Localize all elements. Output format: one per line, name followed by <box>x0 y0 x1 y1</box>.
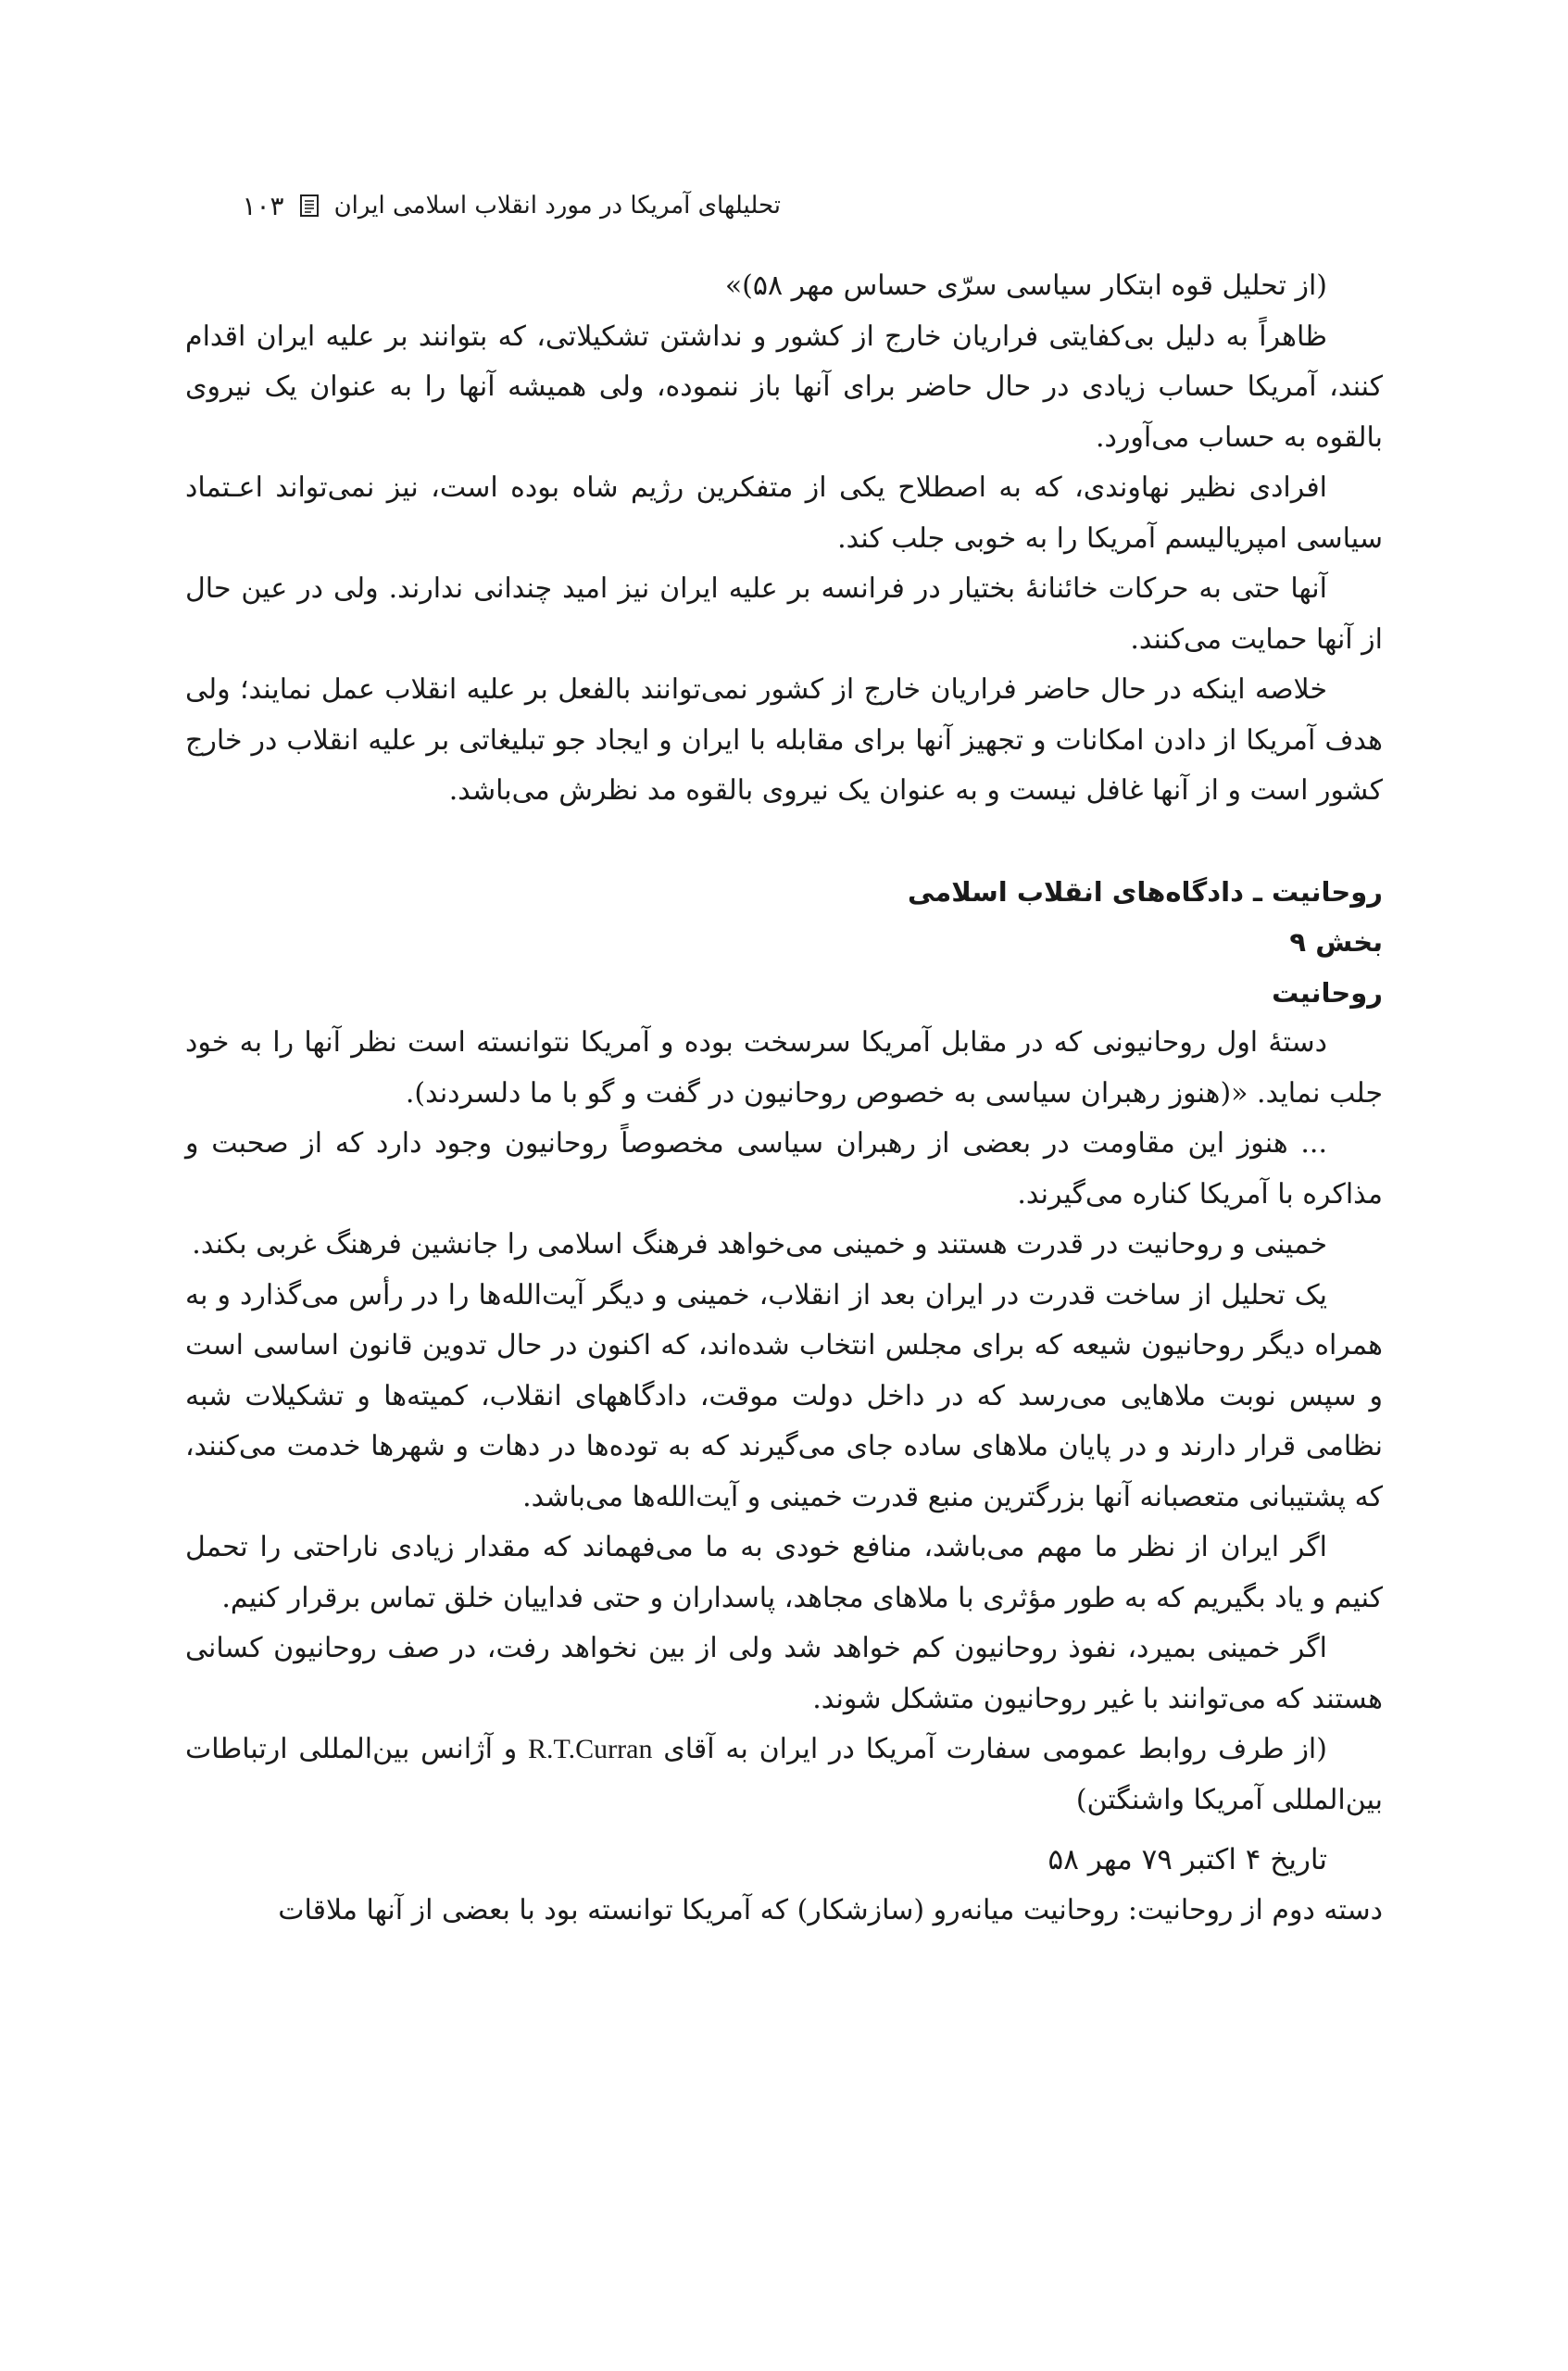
paragraph: افرادی نظیر نهاوندی، که به اصطلاح یکی از متفکرین رژیم شاه بوده است، نیز نمی‌تواند اعـتماد سیاسی امپریالیسم آمریکا را به خوبی جلب کند. <box>185 471 1383 555</box>
paragraph: آنها حتی به حرکات خائنانهٔ بختیار در فرانسه بر علیه ایران نیز امید چندانی ندارند. ولی در عین حال از آنها حمایت می‌کنند. <box>185 572 1383 656</box>
paragraph: ظاهراً به دلیل بی‌کفایتی فراریان خارج از کشور و نداشتن تشکیلاتی، که بتوانند بر علیه ایران اقدام کنند، آمریکا حساب زیادی در حال حاضر برای آنها باز ننموده، ولی همیشه آنها را به عنوان یک نیروی بالقوه به حساب می‌آورد. <box>185 320 1383 454</box>
paragraph: اگر خمینی بمیرد، نفوذ روحانیون کم خواهد شد ولی از بین نخواهد رفت، در صف روحانیون کسانی هستند که می‌توانند با غیر روحانیون متشکل شوند. <box>185 1632 1383 1715</box>
source-note-part: (از طرف روابط عمومی سفارت آمریکا در ایران به آقای <box>663 1733 1327 1765</box>
source-note <box>185 1725 1383 1825</box>
paragraph: خلاصه اینکه در حال حاضر فراریان خارج از کشور نمی‌توانند بالفعل بر علیه انقلاب عمل نمایند؛ ولی هدف آمریکا از دادن امکانات و تجهیز آنها برای مقابله با ایران و ایجاد جو تبلیغاتی بر علیه انقلاب در خارج کشور است و از آنها غافل نیست و به عنوان یک نیروی بالقوه مد نظرش می‌باشد. <box>185 673 1383 807</box>
section-heading: روحانیت ـ دادگاه‌های انقلاب اسلامی <box>907 875 1383 908</box>
page-document-icon <box>299 194 320 218</box>
source-note-part: و آژانس بین‌المللی ارتباطات بین‌المللی آمریکا واشنگتن) <box>185 1733 1383 1816</box>
running-header <box>222 185 781 226</box>
paragraph: دستهٔ اول روحانیونی که در مقابل آمریکا سرسخت بوده و آمریکا نتوانسته است نظر آنها را به خود جلب نماید. «(هنوز رهبران سیاسی به خصوص روحانیون در گفت و گو با ما دلسردند). <box>185 1026 1383 1110</box>
date-line: تاریخ ۴ اکتبر ۷۹ مهر ۵۸ <box>1047 1843 1327 1876</box>
source-note: (از تحلیل قوه ابتکار سیاسی سرّی حساس مهر ۵۸)» <box>724 270 1327 302</box>
body-text <box>185 261 1383 1936</box>
paragraph: یک تحلیل از ساخت قدرت در ایران بعد از انقلاب، خمینی و دیگر آیت‌الله‌ها را در رأس می‌گذارد و به همراه دیگر روحانیون شیعه که برای مجلس انتخاب شده‌اند، که اکنون در حال تدوین قانون اساسی است و سپس نوبت ملاهایی می‌رسد که در داخل دولت موقت، دادگاههای انقلاب، کمیته‌ها و تشکیلات شبه نظامی قرار دارند و در پایان ملاهای ساده جای می‌گیرند که به توده‌ها در دهات و شهرها خدمت می‌کنند، که پشتیبانی متعصبانه آنها بزرگترین منبع قدرت خمینی و آیت‌الله‌ها می‌باشد. <box>185 1278 1383 1513</box>
paragraph: دسته دوم از روحانیت: روحانیت میانه‌رو (سازشکار) که آمریکا توانسته بود با بعضی از آنها ملاقات <box>278 1893 1383 1926</box>
subsection-heading: روحانیت <box>1272 976 1383 1009</box>
running-title: تحلیلهای آمریکا در مورد انقلاب اسلامی ایران <box>333 192 781 220</box>
paragraph: خمینی و روحانیت در قدرت هستند و خمینی می‌خواهد فرهنگ اسلامی را جانشین فرهنگ غربی بکند. <box>192 1228 1327 1261</box>
page-number: ۱۰۳ <box>242 190 284 221</box>
paragraph: اگر ایران از نظر ما مهم می‌باشد، منافع خودی به ما می‌فهماند که مقدار زیادی ناراحتی را تحمل کنیم و یاد بگیریم که به طور مؤثری با ملاهای مجاهد، پاسداران و حتی فداییان خلق تماس برقرار کنیم. <box>185 1531 1383 1614</box>
paragraph: ... هنوز این مقاومت در بعضی از رهبران سیاسی مخصوصاً روحانیون وجود دارد که از صحبت و مذاکره با آمریکا کناره می‌گیرند. <box>185 1127 1383 1211</box>
source-note-latin: R.T.Curran <box>528 1734 653 1764</box>
chapter-heading: بخش ۹ <box>1289 926 1383 958</box>
